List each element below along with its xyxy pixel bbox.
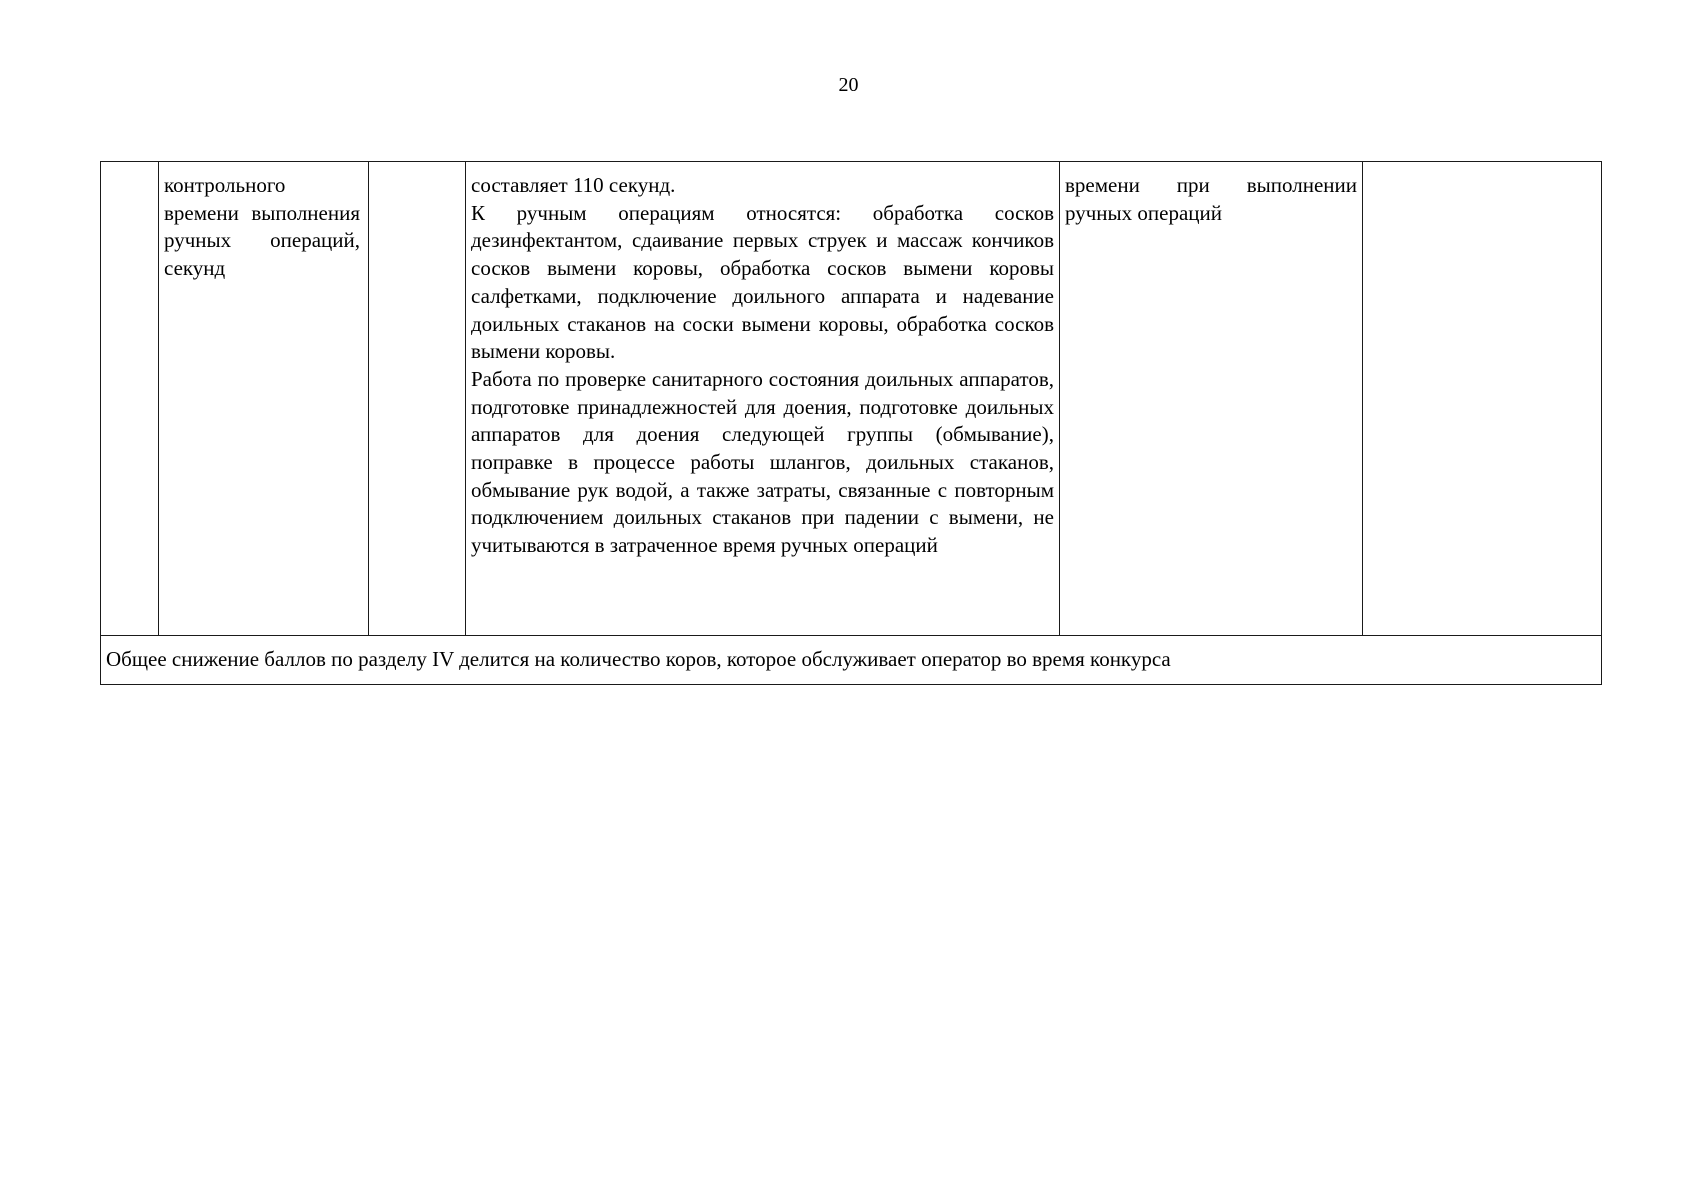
- cell-points: [369, 162, 466, 636]
- cell-deduction: времени при выполнении ручных операций: [1060, 162, 1363, 636]
- cell-number: [101, 162, 159, 636]
- method-paragraph: Работа по проверке санитарного состояния доильных аппаратов, подготовке принадлежностей для доения, подготовке доильных аппаратов для доения следующей группы (обмывание), поправке в процессе работы шлангов, доильных стаканов, обмывание рук водой, а также затраты, связанные с повторным подключением доильных стаканов при падении с вымени, не учитываются в затраченное время ручных операций: [471, 366, 1054, 558]
- cell-criterion: контрольного времени выполнения ручных операций, секунд: [159, 162, 369, 636]
- summary-row: [101, 636, 1602, 685]
- method-paragraph: составляет 110 секунд.: [471, 173, 676, 197]
- cell-notes: [1363, 162, 1602, 636]
- cell-method: [466, 162, 1060, 636]
- table-row: [101, 162, 1602, 636]
- summary-text: Общее снижение баллов по разделу IV делится на количество коров, которое обслуживает оператор во время конкурса: [101, 636, 1602, 685]
- criteria-table: [100, 161, 1602, 685]
- page-number: 20: [838, 74, 859, 96]
- method-paragraph: К ручным операциям относятся: обработка сосков дезинфектантом, сдаивание первых струек и массаж кончиков сосков вымени коровы, обработка сосков вымени коровы салфетками, подключение доильного аппарата и надевание доильных стаканов на соски вымени коровы, обработка сосков вымени коровы.: [471, 200, 1054, 364]
